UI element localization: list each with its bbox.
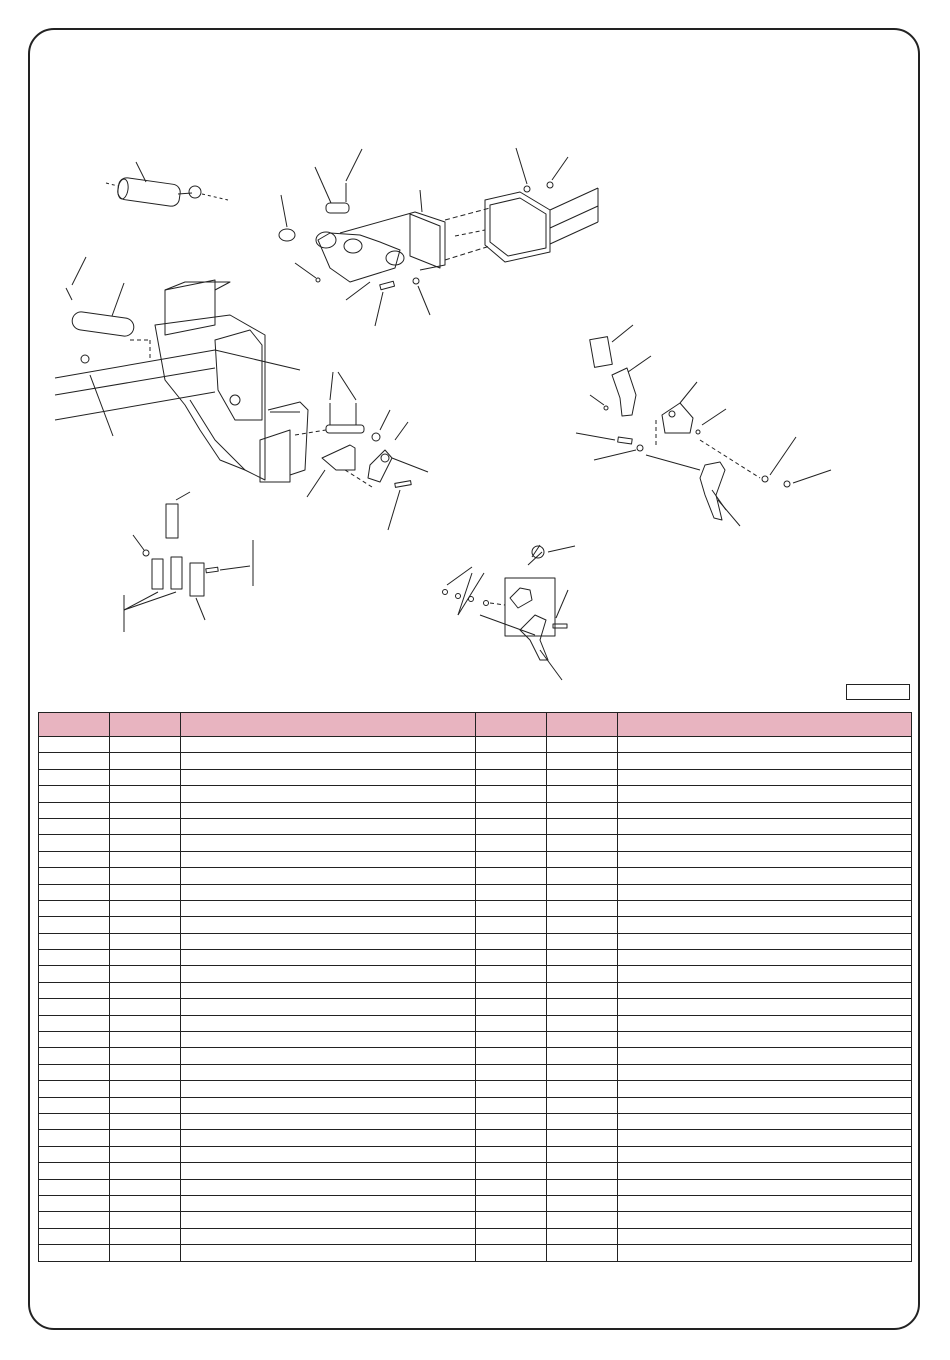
table-cell — [618, 917, 912, 933]
table-cell — [39, 884, 110, 900]
table-cell — [39, 966, 110, 982]
table-cell — [476, 982, 547, 998]
table-cell — [547, 884, 618, 900]
table-cell — [181, 835, 476, 851]
table-row — [39, 1113, 912, 1129]
table-cell — [618, 1113, 912, 1129]
table-cell — [39, 1179, 110, 1195]
table-cell — [181, 1245, 476, 1261]
table-cell — [547, 802, 618, 818]
table-cell — [618, 933, 912, 949]
table-cell — [618, 835, 912, 851]
table-cell — [181, 1179, 476, 1195]
table-cell — [476, 851, 547, 867]
table-cell — [39, 851, 110, 867]
table-cell — [110, 1195, 181, 1211]
table-cell — [110, 769, 181, 785]
table-row — [39, 966, 912, 982]
table-cell — [181, 950, 476, 966]
table-cell — [547, 966, 618, 982]
release-lever-assembly — [576, 325, 831, 526]
table-cell — [547, 1032, 618, 1048]
table-row — [39, 933, 912, 949]
table-cell — [181, 1146, 476, 1162]
table-cell — [547, 868, 618, 884]
table-cell — [110, 835, 181, 851]
table-cell — [181, 1130, 476, 1146]
table-cell — [181, 737, 476, 753]
table-cell — [476, 1195, 547, 1211]
table-cell — [618, 1064, 912, 1080]
table-cell — [110, 1032, 181, 1048]
table-cell — [476, 933, 547, 949]
table-cell — [39, 1195, 110, 1211]
table-cell — [476, 1113, 547, 1129]
table-cell — [181, 884, 476, 900]
table-cell — [110, 1048, 181, 1064]
table-cell — [618, 966, 912, 982]
table-cell — [547, 982, 618, 998]
table-cell — [110, 1097, 181, 1113]
table-cell — [181, 786, 476, 802]
table-cell — [618, 1015, 912, 1031]
table-cell — [618, 1048, 912, 1064]
table-cell — [476, 1228, 547, 1244]
table-row — [39, 786, 912, 802]
table-cell — [476, 1163, 547, 1179]
table-cell — [547, 1179, 618, 1195]
table-cell — [618, 1081, 912, 1097]
table-cell — [547, 1081, 618, 1097]
table-cell — [476, 917, 547, 933]
handle-grip — [66, 257, 150, 436]
table-cell — [618, 900, 912, 916]
table-cell — [39, 933, 110, 949]
table-cell — [39, 999, 110, 1015]
table-cell — [547, 1245, 618, 1261]
table-cell — [618, 950, 912, 966]
table-cell — [547, 818, 618, 834]
table-cell — [110, 1179, 181, 1195]
table-row — [39, 1228, 912, 1244]
table-row — [39, 1130, 912, 1146]
table-row — [39, 950, 912, 966]
table-row — [39, 851, 912, 867]
table-row — [39, 982, 912, 998]
table-cell — [181, 966, 476, 982]
table-cell — [181, 818, 476, 834]
table-cell — [476, 1015, 547, 1031]
table-cell — [618, 769, 912, 785]
table-cell — [618, 1195, 912, 1211]
parts-list-table — [38, 712, 912, 1262]
table-cell — [39, 900, 110, 916]
table-cell — [110, 933, 181, 949]
table-cell — [618, 1163, 912, 1179]
table-cell — [39, 1048, 110, 1064]
table-cell — [110, 1130, 181, 1146]
table-cell — [618, 1032, 912, 1048]
table-cell — [110, 753, 181, 769]
table-cell — [39, 802, 110, 818]
table-cell — [39, 835, 110, 851]
table-cell — [39, 1015, 110, 1031]
table-cell — [476, 818, 547, 834]
table-row — [39, 769, 912, 785]
table-cell — [39, 737, 110, 753]
table-header-row — [39, 713, 912, 737]
table-row — [39, 1245, 912, 1261]
table-cell — [181, 753, 476, 769]
table-cell — [618, 982, 912, 998]
table-cell — [476, 1048, 547, 1064]
table-row — [39, 1015, 912, 1031]
table-cell — [181, 1097, 476, 1113]
table-cell — [547, 1228, 618, 1244]
table-cell — [181, 1195, 476, 1211]
table-cell — [39, 1032, 110, 1048]
table-row — [39, 818, 912, 834]
table-cell — [618, 851, 912, 867]
header-cell — [618, 713, 912, 737]
pivot-pin-assembly — [106, 162, 228, 207]
table-cell — [476, 1097, 547, 1113]
table-cell — [618, 818, 912, 834]
table-cell — [476, 868, 547, 884]
table-cell — [181, 802, 476, 818]
table-row — [39, 1195, 912, 1211]
table-row — [39, 1064, 912, 1080]
table-cell — [618, 753, 912, 769]
table-cell — [547, 900, 618, 916]
table-row — [39, 753, 912, 769]
table-cell — [39, 818, 110, 834]
table-row — [39, 999, 912, 1015]
table-cell — [39, 769, 110, 785]
table-cell — [181, 900, 476, 916]
table-cell — [476, 1081, 547, 1097]
reference-box — [846, 684, 910, 700]
table-cell — [547, 999, 618, 1015]
table-cell — [476, 786, 547, 802]
table-cell — [110, 1163, 181, 1179]
table-cell — [110, 1146, 181, 1162]
table-row — [39, 1146, 912, 1162]
table-cell — [39, 1163, 110, 1179]
table-cell — [476, 1212, 547, 1228]
table-cell — [476, 1130, 547, 1146]
table-cell — [547, 769, 618, 785]
table-cell — [476, 1146, 547, 1162]
table-cell — [181, 1228, 476, 1244]
table-cell — [110, 1113, 181, 1129]
table-cell — [547, 1163, 618, 1179]
table-body — [39, 737, 912, 1262]
table-cell — [110, 982, 181, 998]
table-cell — [181, 1212, 476, 1228]
table-cell — [476, 1179, 547, 1195]
table-cell — [476, 802, 547, 818]
table-cell — [476, 884, 547, 900]
table-cell — [110, 950, 181, 966]
table-cell — [39, 1130, 110, 1146]
latch-assembly — [295, 372, 428, 530]
table-cell — [110, 1245, 181, 1261]
table-cell — [547, 737, 618, 753]
table-row — [39, 1032, 912, 1048]
table-cell — [618, 1179, 912, 1195]
table-row — [39, 835, 912, 851]
table-cell — [547, 1212, 618, 1228]
table-cell — [110, 1228, 181, 1244]
table-cell — [181, 1064, 476, 1080]
header-cell — [547, 713, 618, 737]
table-cell — [39, 786, 110, 802]
table-cell — [547, 933, 618, 949]
table-cell — [476, 835, 547, 851]
table-cell — [110, 868, 181, 884]
table-cell — [476, 753, 547, 769]
table-cell — [476, 900, 547, 916]
header-cell — [476, 713, 547, 737]
table-cell — [110, 917, 181, 933]
table-cell — [181, 851, 476, 867]
table-cell — [618, 1130, 912, 1146]
table-cell — [110, 786, 181, 802]
table-cell — [181, 1032, 476, 1048]
table-cell — [476, 1245, 547, 1261]
table-cell — [181, 769, 476, 785]
table-cell — [181, 1163, 476, 1179]
table-cell — [39, 868, 110, 884]
table-cell — [618, 1228, 912, 1244]
table-cell — [618, 1212, 912, 1228]
table-cell — [476, 950, 547, 966]
table-cell — [181, 1015, 476, 1031]
table-cell — [547, 917, 618, 933]
table-row — [39, 1163, 912, 1179]
table-cell — [110, 802, 181, 818]
table-cell — [476, 769, 547, 785]
table-cell — [547, 835, 618, 851]
table-cell — [110, 900, 181, 916]
table-cell — [618, 786, 912, 802]
table-cell — [618, 999, 912, 1015]
table-cell — [39, 1245, 110, 1261]
table-row — [39, 900, 912, 916]
table-row — [39, 1097, 912, 1113]
table-cell — [476, 999, 547, 1015]
table-cell — [39, 950, 110, 966]
table-cell — [476, 966, 547, 982]
table-cell — [39, 1228, 110, 1244]
header-cell — [39, 713, 110, 737]
table-cell — [618, 802, 912, 818]
table-cell — [476, 1064, 547, 1080]
table-cell — [547, 1048, 618, 1064]
hook-assembly — [443, 545, 576, 680]
plate-set — [124, 492, 253, 632]
table-cell — [547, 786, 618, 802]
table-cell — [39, 1146, 110, 1162]
table-cell — [618, 737, 912, 753]
receiver-bracket — [455, 148, 598, 262]
table-cell — [618, 884, 912, 900]
mount-assembly — [55, 280, 308, 482]
frame-assembly — [279, 149, 490, 326]
table-cell — [618, 1245, 912, 1261]
table-cell — [39, 1081, 110, 1097]
table-cell — [547, 1113, 618, 1129]
table-cell — [547, 753, 618, 769]
table-cell — [110, 1064, 181, 1080]
table-row — [39, 802, 912, 818]
table-row — [39, 884, 912, 900]
table-row — [39, 1048, 912, 1064]
table-cell — [110, 1212, 181, 1228]
table-cell — [39, 1212, 110, 1228]
header-cell — [181, 713, 476, 737]
table-cell — [476, 1032, 547, 1048]
table-cell — [618, 868, 912, 884]
table-cell — [110, 818, 181, 834]
table-cell — [476, 737, 547, 753]
table-row — [39, 917, 912, 933]
table-cell — [181, 917, 476, 933]
table-cell — [618, 1097, 912, 1113]
table-cell — [39, 917, 110, 933]
table-cell — [110, 1081, 181, 1097]
table-cell — [110, 884, 181, 900]
table-cell — [39, 1113, 110, 1129]
table-cell — [110, 966, 181, 982]
table-cell — [39, 1097, 110, 1113]
table-cell — [110, 1015, 181, 1031]
table-row — [39, 868, 912, 884]
table-cell — [547, 1015, 618, 1031]
table-row — [39, 1179, 912, 1195]
table-cell — [181, 999, 476, 1015]
table-cell — [547, 1097, 618, 1113]
table-cell — [547, 1146, 618, 1162]
table-cell — [547, 950, 618, 966]
table-cell — [110, 851, 181, 867]
table-cell — [181, 1048, 476, 1064]
table-cell — [181, 933, 476, 949]
table-cell — [618, 1146, 912, 1162]
table-cell — [547, 1195, 618, 1211]
table-cell — [181, 1081, 476, 1097]
table-cell — [39, 982, 110, 998]
table-row — [39, 1081, 912, 1097]
table-cell — [181, 1113, 476, 1129]
table-cell — [547, 851, 618, 867]
table-cell — [39, 1064, 110, 1080]
table-cell — [181, 868, 476, 884]
table-cell — [110, 737, 181, 753]
table-cell — [110, 999, 181, 1015]
table-cell — [547, 1130, 618, 1146]
table-cell — [181, 982, 476, 998]
table-cell — [39, 753, 110, 769]
table-row — [39, 1212, 912, 1228]
header-cell — [110, 713, 181, 737]
table-row — [39, 737, 912, 753]
table-cell — [547, 1064, 618, 1080]
